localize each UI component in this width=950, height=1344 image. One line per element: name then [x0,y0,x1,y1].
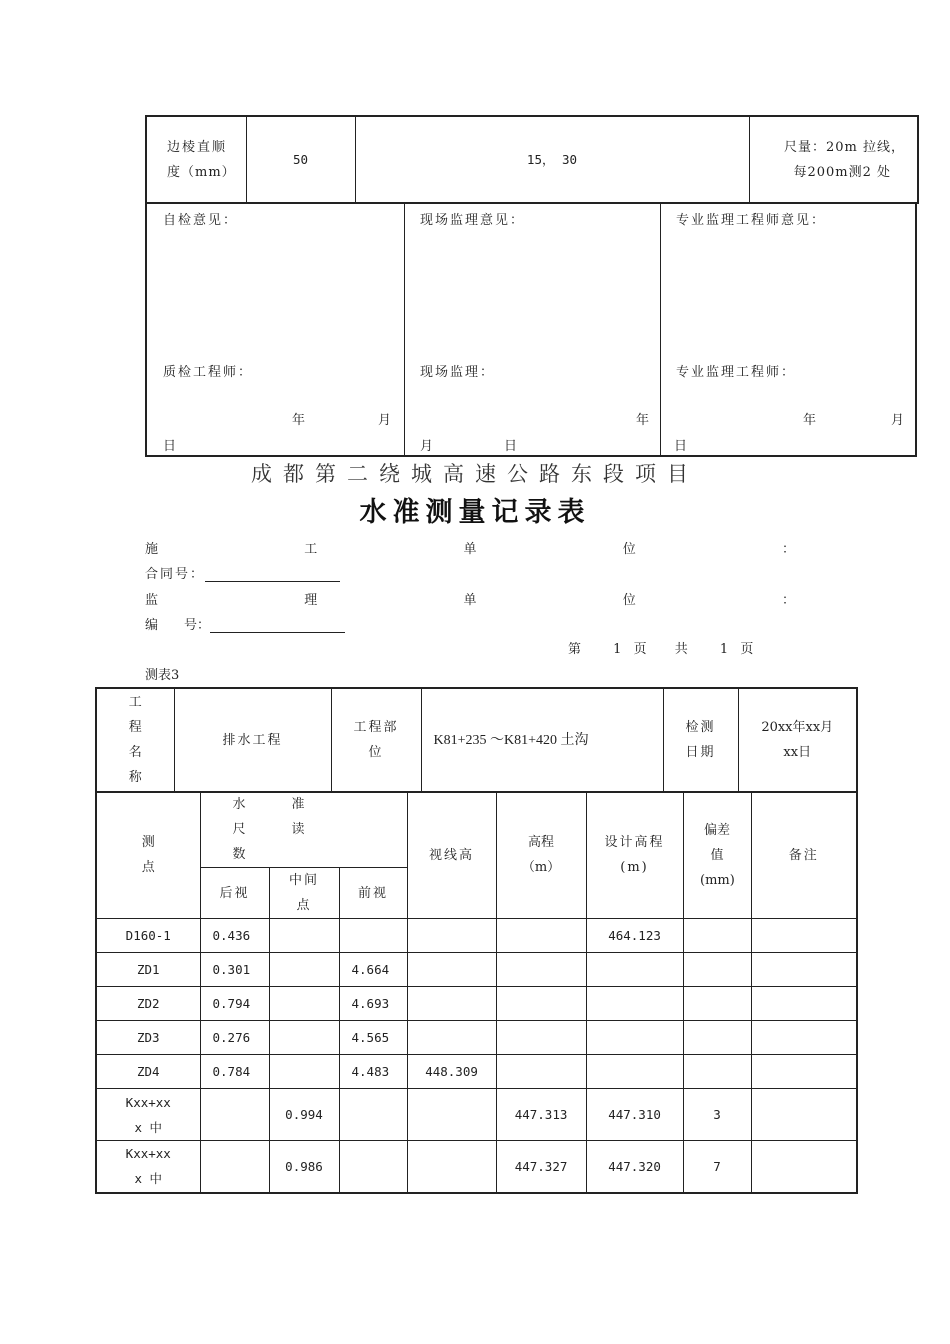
project-info-table [95,687,858,793]
supervisor-char-4: 位 [622,593,636,608]
foresight-cell [339,919,407,953]
intermediate-cell [269,1055,339,1089]
method-line-1: 尺量：20m 拉线， [783,139,905,155]
deviation-cell [683,953,751,987]
remark-header: 备注 [751,792,857,919]
supervisor-char-3: 单 [463,593,477,608]
contractor-char-4: 位 [622,542,636,557]
elevation-cell [496,953,586,987]
point-header-text: 测点 [141,835,155,875]
deviation-cell: 7 [683,1141,751,1193]
reading-header-text: 水准尺读数 [232,797,351,862]
day-label: 日 [504,439,518,454]
backsight-cell: 0.301 [200,953,269,987]
hi-cell [407,1141,496,1193]
year-label: 年 [292,413,306,428]
foresight-cell [339,1141,407,1193]
site-supervisor-label: 现场监理意见： [420,213,526,228]
deviation-cell [683,987,751,1021]
foresight-cell: 4.483 [339,1055,407,1089]
foresight-cell: 4.664 [339,953,407,987]
hi-cell [407,987,496,1021]
day-label: 日 [163,439,177,454]
page-total-prefix: 共 [674,642,688,657]
supervisor-field [145,589,795,608]
date-label: 检测日期 [685,720,716,761]
page-suffix: 页 [740,642,754,657]
intermediate-cell: 0.986 [269,1141,339,1193]
backsight-cell: 0.784 [200,1055,269,1089]
supervisor-char-2: 理 [304,593,318,608]
serial-no-blank [210,616,345,633]
part-label-cell [331,688,421,792]
form-title: 水准测量记录表 [359,497,591,528]
intermediate-header [269,868,339,919]
backsight-cell: 0.794 [200,987,269,1021]
elevation-cell: 447.313 [496,1089,586,1141]
page-word: 页 [633,642,647,657]
remark-cell [751,953,857,987]
month-label: 月 [378,413,392,428]
foresight-cell: 4.693 [339,987,407,1021]
point-cell [96,1141,200,1193]
backsight-cell [200,1089,269,1141]
contractor-char-3: 单 [463,542,477,557]
form-code: 测表3 [145,668,180,683]
point-cell: ZD4 [96,1055,200,1089]
design-cell [586,1055,683,1089]
remark-cell [751,1089,857,1141]
foresight-cell [339,1089,407,1141]
design-cell [586,1021,683,1055]
date-value-cell [738,688,857,792]
intermediate-cell [269,1021,339,1055]
allowed-value: 50 [246,116,355,203]
page-total: 1 [719,642,729,657]
point-cell-text: Kxx+xx x 中 [125,1146,171,1187]
item-line-2: 度（mm） [167,164,236,180]
contractor-char-2: 工 [304,542,318,557]
hi-cell [407,919,496,953]
page-prefix: 第 [568,642,582,657]
intermediate-cell [269,987,339,1021]
measured-value: 15， 30 [355,116,749,203]
point-cell [96,1089,200,1141]
contractor-char-1: 施 [145,542,159,557]
project-name-label-cell [96,688,174,792]
deviation-cell [683,1021,751,1055]
serial-no-field [145,614,345,633]
elevation-header-text: 高程（m） [521,835,561,875]
deviation-cell: 3 [683,1089,751,1141]
table-row [96,987,857,1021]
contract-no-label: 合同号： [145,567,206,582]
hi-header: 视线高 [407,792,496,919]
project-name-label: 工程名称 [128,695,142,786]
item-line-1: 边棱直顺 [167,139,228,155]
deviation-header [683,792,751,919]
leveling-record-table [95,791,858,1194]
table-row [96,1089,857,1141]
part-label: 工程部位 [353,720,399,761]
elevation-header [496,792,586,919]
month-label: 月 [420,439,434,454]
point-cell-text: Kxx+xx x 中 [125,1094,171,1135]
elevation-cell [496,987,586,1021]
contract-no-blank [205,565,340,582]
remark-cell [751,919,857,953]
chief-supervisor-column [660,203,915,455]
remark-cell [751,1021,857,1055]
table-row [96,919,857,953]
elevation-cell: 447.327 [496,1141,586,1193]
design-header [586,792,683,919]
site-supervisor-column [404,203,661,455]
project-name-value: 排水工程 [174,688,331,792]
chief-engineer-label: 专业监理工程师： [676,365,797,380]
contract-no-field [145,563,340,582]
point-cell: ZD3 [96,1021,200,1055]
self-check-column [147,203,405,455]
point-header [96,792,200,919]
foresight-header: 前视 [339,868,407,919]
deviation-cell [683,919,751,953]
intermediate-cell [269,919,339,953]
method-cell [749,116,918,203]
foresight-cell: 4.565 [339,1021,407,1055]
backsight-cell: 0.276 [200,1021,269,1055]
table-row [96,953,857,987]
opinion-section [145,202,917,457]
hi-cell: 448.309 [407,1055,496,1089]
deviation-cell [683,1055,751,1089]
remark-cell [751,1055,857,1089]
backsight-cell: 0.436 [200,919,269,953]
date-label-cell [663,688,738,792]
hi-cell [407,1021,496,1055]
page-current: 1 [613,642,622,657]
day-label: 日 [674,439,688,454]
page-number [568,638,753,657]
elevation-cell [496,1055,586,1089]
design-cell: 464.123 [586,919,683,953]
design-cell [586,953,683,987]
design-cell: 447.310 [586,1089,683,1141]
hi-cell [407,1089,496,1141]
chief-supervisor-label: 专业监理工程师意见： [676,213,827,228]
self-check-label: 自检意见： [163,213,239,228]
point-cell: ZD1 [96,953,200,987]
intermediate-cell [269,953,339,987]
contractor-field [145,538,795,557]
backsight-cell [200,1141,269,1193]
qc-engineer-label: 质检工程师： [163,365,254,380]
remark-cell [751,1141,857,1193]
item-cell [146,116,246,203]
design-cell [586,987,683,1021]
deviation-header-text: 偏差值(mm) [700,822,735,888]
point-cell: ZD2 [96,987,200,1021]
design-cell: 447.320 [586,1141,683,1193]
intermediate-header-text: 中间点 [288,873,319,913]
reading-header [200,792,407,868]
remark-cell [751,987,857,1021]
year-label: 年 [803,413,817,428]
intermediate-cell: 0.994 [269,1089,339,1141]
top-inspection-table [145,115,919,204]
point-cell: D160-1 [96,919,200,953]
hi-cell [407,953,496,987]
table-row [96,1021,857,1055]
table-row [96,1055,857,1089]
method-line-2: 每200m测2 处 [793,164,891,180]
supervisor-colon: ： [781,593,795,608]
supervisor-char-1: 监 [145,593,159,608]
elevation-cell [496,919,586,953]
date-value: 20xx年xx月xx日 [761,720,834,761]
project-title: 成都第二绕城高速公路东段项目 [251,462,699,486]
part-value: K81+235 ～K81+420 土沟 [421,688,663,792]
year-label: 年 [636,413,650,428]
contractor-colon: ： [781,542,795,557]
site-supervision-label: 现场监理： [420,365,496,380]
design-header-text: 设计高程(m) [604,835,665,875]
backsight-header: 后视 [200,868,269,919]
elevation-cell [496,1021,586,1055]
serial-no-label: 编 号： [145,618,211,633]
table-row [96,1141,857,1193]
month-label: 月 [891,413,905,428]
